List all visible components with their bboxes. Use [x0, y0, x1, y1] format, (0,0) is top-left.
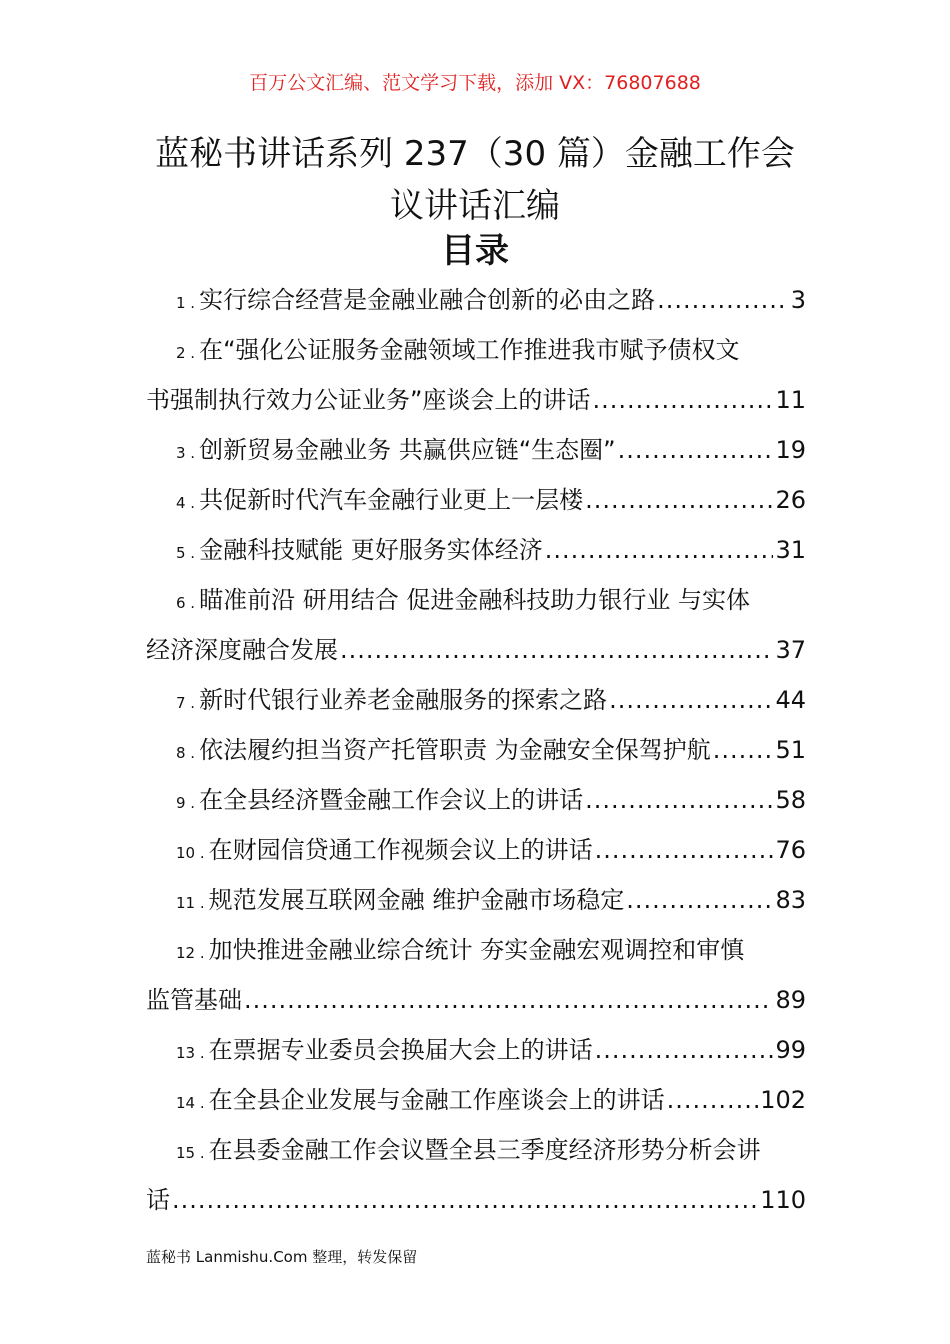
- toc-heading: 目录: [441, 231, 509, 271]
- toc-leader-dots: [172, 1175, 758, 1225]
- title-line-1: 蓝秘书讲话系列 237（30 篇）金融工作会: [155, 134, 795, 174]
- toc-page-number: 19: [775, 436, 806, 464]
- toc-entry-number: 12 .: [176, 944, 205, 962]
- toc-entry-title: 在全县经济暨金融工作会议上的讲话: [199, 786, 584, 814]
- toc-entry-number: 14 .: [176, 1094, 205, 1112]
- toc-entry-title: 新时代银行业养老金融服务的探索之路: [199, 686, 608, 714]
- toc-entry[interactable]: [146, 325, 806, 425]
- toc-entry-number: 6 .: [176, 594, 196, 612]
- toc-entry-title: 创新贸易金融业务 共赢供应链“生态圈”: [199, 436, 616, 464]
- toc-page-number: 58: [775, 786, 806, 814]
- toc-entry-title: 加快推进金融业综合统计 夯实金融宏观调控和审慎: [208, 936, 745, 964]
- toc-entry-number: 11 .: [176, 894, 205, 912]
- toc-entry-title: 依法履约担当资产托管职责 为金融安全保驾护航: [199, 736, 711, 764]
- toc-entry-number: 8 .: [176, 744, 196, 762]
- toc-leader-dots: [585, 475, 773, 525]
- toc-entry-title: 金融科技赋能 更好服务实体经济: [199, 536, 543, 564]
- toc-leader-dots: [244, 975, 773, 1025]
- toc-page-number: 51: [775, 736, 806, 764]
- toc-page-number: 11: [775, 386, 806, 414]
- toc-entry[interactable]: [146, 475, 806, 525]
- toc-entry-title: 共促新时代汽车金融行业更上一层楼: [199, 486, 584, 514]
- title-line-2: 议讲话汇编: [390, 186, 560, 226]
- toc-page-number: 37: [775, 636, 806, 664]
- toc-entry-number: 1 .: [176, 294, 196, 312]
- toc-entry[interactable]: [146, 1025, 806, 1075]
- toc-entry-number: 4 .: [176, 494, 196, 512]
- toc-entry-number: 5 .: [176, 544, 196, 562]
- toc-page-number: 44: [775, 686, 806, 714]
- toc-entry-title: 话: [146, 1186, 170, 1214]
- toc-page-number: 26: [775, 486, 806, 514]
- toc-entry-number: 7 .: [176, 694, 196, 712]
- toc-entry-title: 瞄准前沿 研用结合 促进金融科技助力银行业 与实体: [199, 586, 750, 614]
- table-of-contents: [146, 275, 806, 1225]
- toc-leader-dots: [667, 1075, 759, 1125]
- toc-entry[interactable]: [146, 1075, 806, 1125]
- toc-leader-dots: [609, 675, 773, 725]
- toc-page-number: 99: [775, 1036, 806, 1064]
- toc-entry-title: 在“强化公证服务金融领域工作推进我市赋予债权文: [199, 336, 740, 364]
- toc-entry[interactable]: [146, 925, 806, 1025]
- toc-entry[interactable]: [146, 1125, 806, 1225]
- toc-entry-number: 13 .: [176, 1044, 205, 1062]
- toc-entry-title: 实行综合经营是金融业融合创新的必由之路: [199, 286, 656, 314]
- toc-entry[interactable]: [146, 875, 806, 925]
- toc-page-number: 89: [775, 986, 806, 1014]
- toc-entry-title: 在财园信贷通工作视频会议上的讲话: [208, 836, 593, 864]
- toc-entry[interactable]: [146, 825, 806, 875]
- toc-leader-dots: [626, 875, 773, 925]
- toc-entry-number: 15 .: [176, 1144, 205, 1162]
- toc-entry[interactable]: [146, 675, 806, 725]
- toc-entry-title: 在全县企业发展与金融工作座谈会上的讲话: [208, 1086, 665, 1114]
- footer-note: 蓝秘书 Lanmishu.Com 整理，转发保留: [146, 1248, 418, 1266]
- toc-entry[interactable]: [146, 575, 806, 675]
- toc-entry-number: 10 .: [176, 844, 205, 862]
- toc-entry-title: 经济深度融合发展: [146, 636, 338, 664]
- toc-page-number: 83: [775, 886, 806, 914]
- toc-entry-title: 书强制执行效力公证业务”座谈会上的讲话: [146, 386, 591, 414]
- toc-leader-dots: [618, 425, 774, 475]
- toc-entry[interactable]: [146, 525, 806, 575]
- toc-page-number: 76: [775, 836, 806, 864]
- toc-leader-dots: [340, 625, 773, 675]
- toc-entry-number: 3 .: [176, 444, 196, 462]
- toc-leader-dots: [585, 775, 773, 825]
- toc-leader-dots: [545, 525, 774, 575]
- toc-page-number: 110: [760, 1186, 806, 1214]
- toc-entry[interactable]: [146, 275, 806, 325]
- toc-entry-title: 监管基础: [146, 986, 242, 1014]
- toc-leader-dots: [713, 725, 774, 775]
- toc-leader-dots: [592, 375, 773, 425]
- toc-leader-dots: [657, 275, 789, 325]
- toc-entry[interactable]: [146, 425, 806, 475]
- header-note: 百万公文汇编、范文学习下载，添加 VX：76807688: [249, 72, 701, 94]
- toc-page-number: 102: [760, 1086, 806, 1114]
- toc-entry-title: 在票据专业委员会换届大会上的讲话: [208, 1036, 593, 1064]
- toc-entry[interactable]: [146, 725, 806, 775]
- document-title: [120, 128, 830, 232]
- toc-entry[interactable]: [146, 775, 806, 825]
- toc-leader-dots: [595, 1025, 774, 1075]
- toc-entry-title: 在县委金融工作会议暨全县三季度经济形势分析会讲: [208, 1136, 761, 1164]
- toc-leader-dots: [595, 825, 774, 875]
- toc-page-number: 31: [775, 536, 806, 564]
- toc-entry-number: 2 .: [176, 344, 196, 362]
- toc-page-number: 3: [790, 286, 806, 314]
- toc-entry-number: 9 .: [176, 794, 196, 812]
- toc-entry-title: 规范发展互联网金融 维护金融市场稳定: [208, 886, 625, 914]
